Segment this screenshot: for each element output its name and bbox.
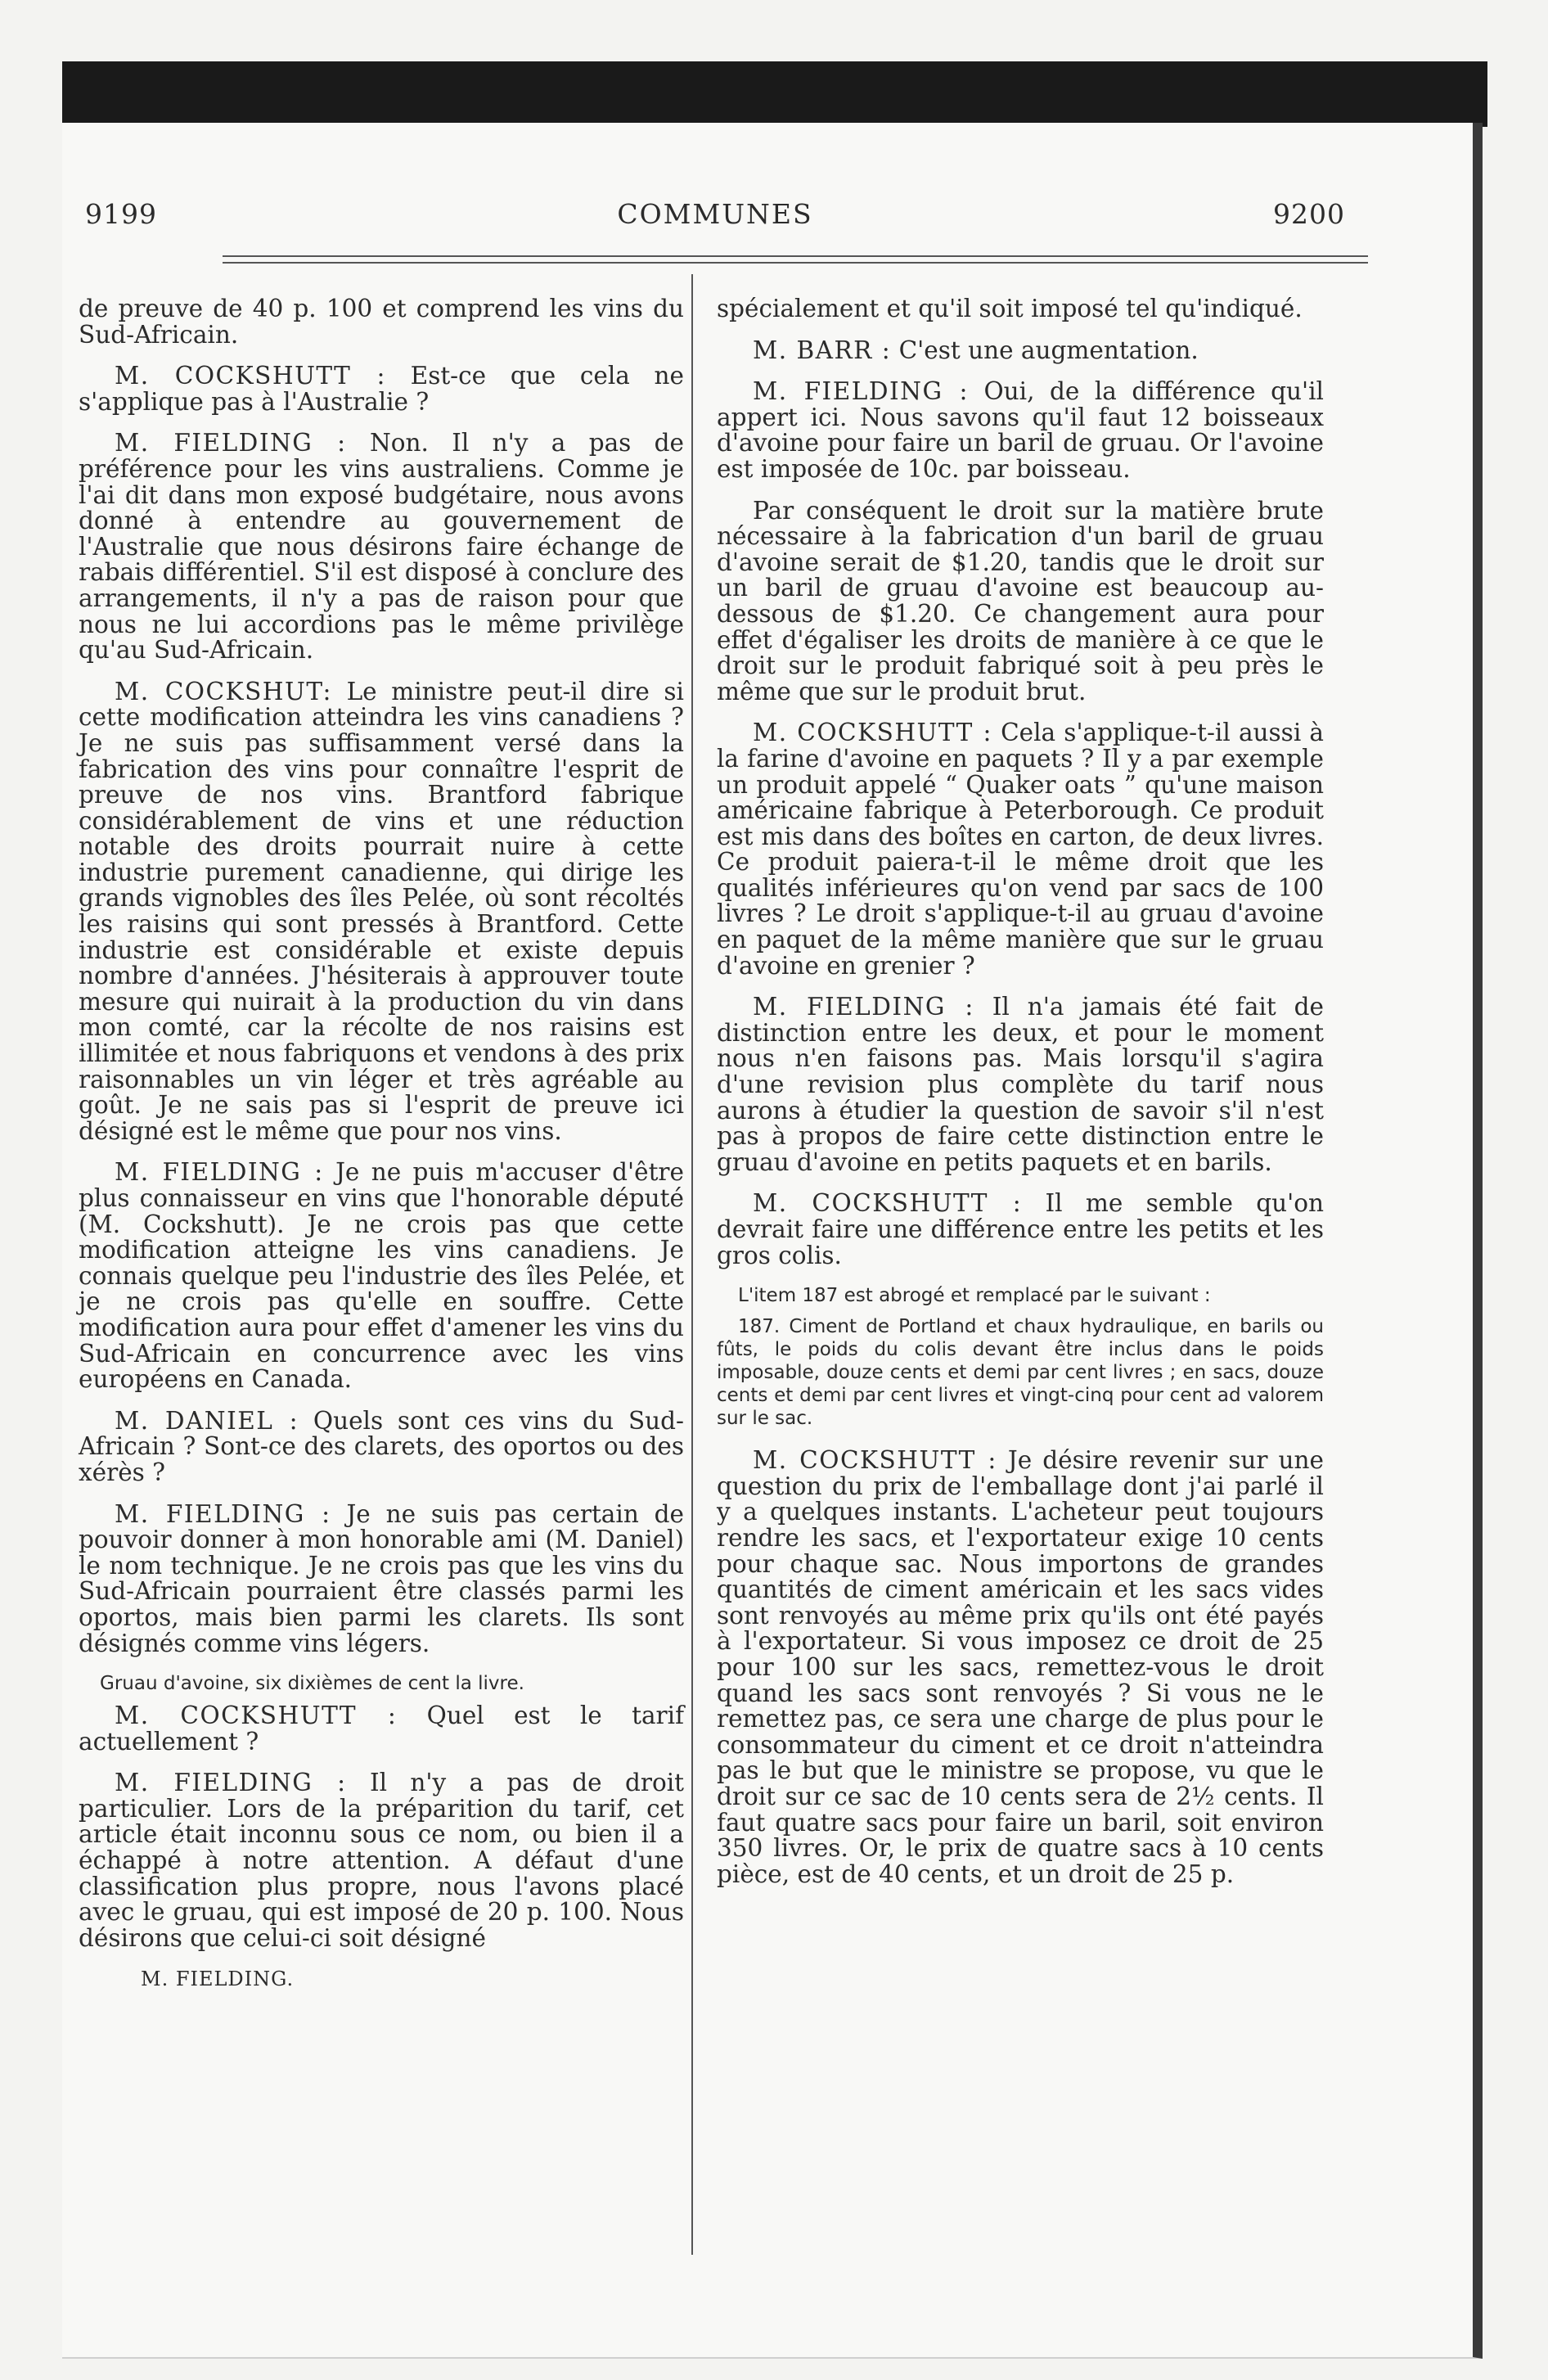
column-divider (691, 274, 693, 2255)
paragraph-text: Par conséquent le droit sur la matière brute nécessaire à la fabrication d'un baril de gruau d'avoine serait de $1.20, tandis que le droit sur un baril de gruau d'avoine est beaucoup au-dessous de $1.20. Ce changement aura pour effet d'égaliser les droits de manière à ce que le droit sur le produit fabriqué soit à peu près le même que sur le produit brut. (717, 496, 1324, 705)
speaker-name: M. FIELDING : (753, 993, 974, 1021)
speaker-name: M. COCKSHUTT : (753, 1446, 997, 1475)
paragraph-text: Le ministre peut-il dire si cette modification atteindra les vins canadiens ? Je ne suis pas suffisamment versé dans la fabrication des vins pour connaître l'esprit de preuve de nos vins. Brantford fabrique considérablement de vins et une réduction notable des droits pourrait nuire à cette industrie purement canadienne, qui dirige les grands vignobles des îles Pelée, où sont récoltés les raisins qui sont pressés à Brantford. Cette industrie est considérable et existe depuis nombre d'années. J'hésiterais à approuver toute mesure qui nuirait à la production du vin dans mon comté, car la récolte de nos raisins est illimitée et nous fabriquons et vendons à des prix raisonnables un vin léger et très agréable au goût. Je ne sais pas si l'esprit de preuve ici désigné est le même que pour nos vins. (79, 677, 684, 1145)
paragraph-text: Non. Il n'y a pas de préférence pour les vins australiens. Comme je l'ai dit dans mon exposé budgétaire, nous avons donné à entendre au gouvernement de l'Australie que nous désirons faire échange de rabais différentiel. S'il est disposé à conclure des arrangements, il n'y a pas de raison pour que nous ne lui accordions pas le même privilège qu'au Sud-Africain. (79, 429, 684, 665)
left-paragraph (79, 363, 684, 415)
speaker-name: M. COCKSHUT: (115, 677, 332, 705)
left-paragraph (79, 1406, 684, 1486)
speaker-name: M. FIELDING : (115, 1499, 331, 1528)
speaker-name: M. FIELDING : (115, 429, 347, 458)
paragraph-text: Quel est le tarif actuellement ? (79, 1702, 684, 1756)
paragraph-text: Je ne puis m'accuser d'être plus connaisseur en vins que l'honorable député (M. Cockshutt). Je ne crois pas que cette modification atteigne les vins canadiens. Je connais quelque peu l'industrie des îles Pelée, et je ne crois pas qu'elle en souffre. Cette modification aura pour effet d'amener les vins du Sud-Africain en concurrence avec les vins européens en Canada. (79, 1158, 684, 1394)
speaker-name: M. COCKSHUTT : (115, 1702, 398, 1730)
left-paragraph (79, 1770, 684, 1951)
paragraph-text: Je désire revenir sur une question du prix de l'emballage dont j'ai parlé il y a quelques instants. L'acheteur peut toujours rendre les sacs, et l'exportateur exige 10 cents pour chaque sac. Nous importons de grandes quantités de ciment américain et les sacs vides sont renvoyés au même prix qu'ils ont été payés à l'exportateur. Si vous imposez ce droit de 25 pour 100 sur les sacs, remettez-vous le droit quand les sacs sont renvoyés ? Si vous ne le remettez pas, ce sera une charge de plus pour le consommateur du ciment et ce droit n'atteindra pas le but que le ministre se propose, vu que le droit sur ce sac de 10 cents sera de 2½ cents. Il faut quatre sacs pour faire un baril, soit environ 350 livres. Or, le prix de quatre sacs à 10 cents pièce, est de 40 cents, et un droit de 25 p. (717, 1446, 1324, 1888)
paragraph-text: 187. Ciment de Portland et chaux hydraulique, en barils ou fûts, le poids du colis devant être inclus dans le poids imposable, douze cents et demi par cent livres ; en sacs, douze cents et demi par cent livres et vingt-cinq pour cent ad valorem sur le sac. (717, 1316, 1324, 1430)
speaker-name: M. COCKSHUTT : (753, 719, 992, 747)
speaker-name: M. COCKSHUTT : (115, 362, 386, 390)
left-paragraph (79, 679, 684, 1145)
right-column (717, 296, 1324, 1903)
right-paragraph (717, 994, 1324, 1175)
right-small-text (717, 1284, 1324, 1307)
paragraph-text: spécialement et qu'il soit imposé tel qu'indiqué. (717, 295, 1303, 322)
right-paragraph (717, 498, 1324, 705)
right-paragraph (717, 296, 1324, 322)
page-number-right: 9200 (1273, 198, 1345, 230)
right-paragraph (717, 1191, 1324, 1269)
right-paragraph (717, 379, 1324, 482)
scan-border (62, 61, 1487, 127)
paragraph-text: Est-ce que cela ne s'applique pas à l'Australie ? (79, 362, 684, 416)
paragraph-text: Oui, de la différence qu'il appert ici. Nous savons qu'il faut 12 boisseaux d'avoine pour faire un baril de gruau. Or l'avoine est imposée de 10c. par boisseau. (717, 377, 1324, 483)
left-paragraph (79, 1703, 684, 1755)
left-paragraph (79, 1499, 684, 1657)
speaker-name: M. FIELDING : (753, 377, 969, 406)
paragraph-text: Il n'y a pas de droit particulier. Lors de la préparition du tarif, cet article était inconnu sous ce nom, ou bien il a échappé à notre attention. A défaut d'une classification plus propre, nous l'avons placé avec le gruau, qui est imposé de 20 p. 100. Nous désirons que celui-ci soit désigné (79, 1769, 684, 1952)
right-paragraph (717, 1448, 1324, 1887)
right-paragraph (717, 720, 1324, 979)
speaker-name: M. COCKSHUTT : (753, 1189, 1023, 1218)
signature: M. FIELDING. (141, 1968, 295, 1991)
left-paragraph (79, 430, 684, 663)
left-paragraph (79, 296, 684, 348)
paragraph-text: Quels sont ces vins du Sud-Africain ? Sont-ce des clarets, des oportos ou des xérès ? (79, 1406, 684, 1486)
page-number-left: 9199 (85, 198, 157, 230)
header-rule (223, 255, 1368, 264)
left-paragraph (79, 1160, 684, 1392)
left-small-text (79, 1672, 684, 1695)
page-header (85, 198, 1345, 237)
paragraph-text: Il me semble qu'on devrait faire une différence entre les petits et les gros colis. (717, 1189, 1324, 1269)
paragraph-text: Cela s'applique-t-il aussi à la farine d'avoine en paquets ? Il y a par exemple un produit appelé “ Quaker oats ” qu'une maison américaine fabrique à Peterborough. Ce produit est mis dans des boîtes en carton, de deux livres. Ce produit paiera-t-il le même droit que les qualités inférieures qu'on vend par sacs de 100 livres ? Le droit s'applique-t-il au gruau d'avoine en paquet de la même manière que sur le gruau d'avoine en grenier ? (717, 719, 1324, 980)
speaker-name: M. FIELDING : (115, 1769, 347, 1797)
page-title: COMMUNES (617, 198, 813, 230)
right-small-text (717, 1315, 1324, 1430)
paragraph-text: Gruau d'avoine, six dixièmes de cent la livre. (100, 1673, 524, 1695)
paragraph-text: Je ne suis pas certain de pouvoir donner à mon honorable ami (M. Daniel) le nom technique. Je ne crois pas que les vins du Sud-Africain pourraient être classés parmi les oportos, mais bien parmi les clarets. Ils sont désignés comme vins légers. (79, 1499, 684, 1657)
speaker-name: M. FIELDING : (115, 1158, 324, 1187)
speaker-name: M. BARR : (753, 336, 892, 364)
left-column (79, 296, 684, 1991)
document-page (62, 123, 1483, 2359)
speaker-name: M. DANIEL : (115, 1406, 299, 1435)
paragraph-text: C'est une augmentation. (898, 336, 1199, 364)
right-paragraph (717, 338, 1324, 364)
paragraph-text: de preuve de 40 p. 100 et comprend les vins du Sud-Africain. (79, 295, 684, 349)
paragraph-text: Il n'a jamais été fait de distinction entre les deux, et pour le moment nous n'en faisons pas. Mais lorsqu'il s'agira d'une revision plus complète du tarif nous aurons à étudier la question de savoir s'il n'est pas à propos de faire cette distinction entre le gruau d'avoine en petits paquets et en barils. (717, 993, 1324, 1176)
paragraph-text: L'item 187 est abrogé et remplacé par le suivant : (738, 1285, 1211, 1307)
